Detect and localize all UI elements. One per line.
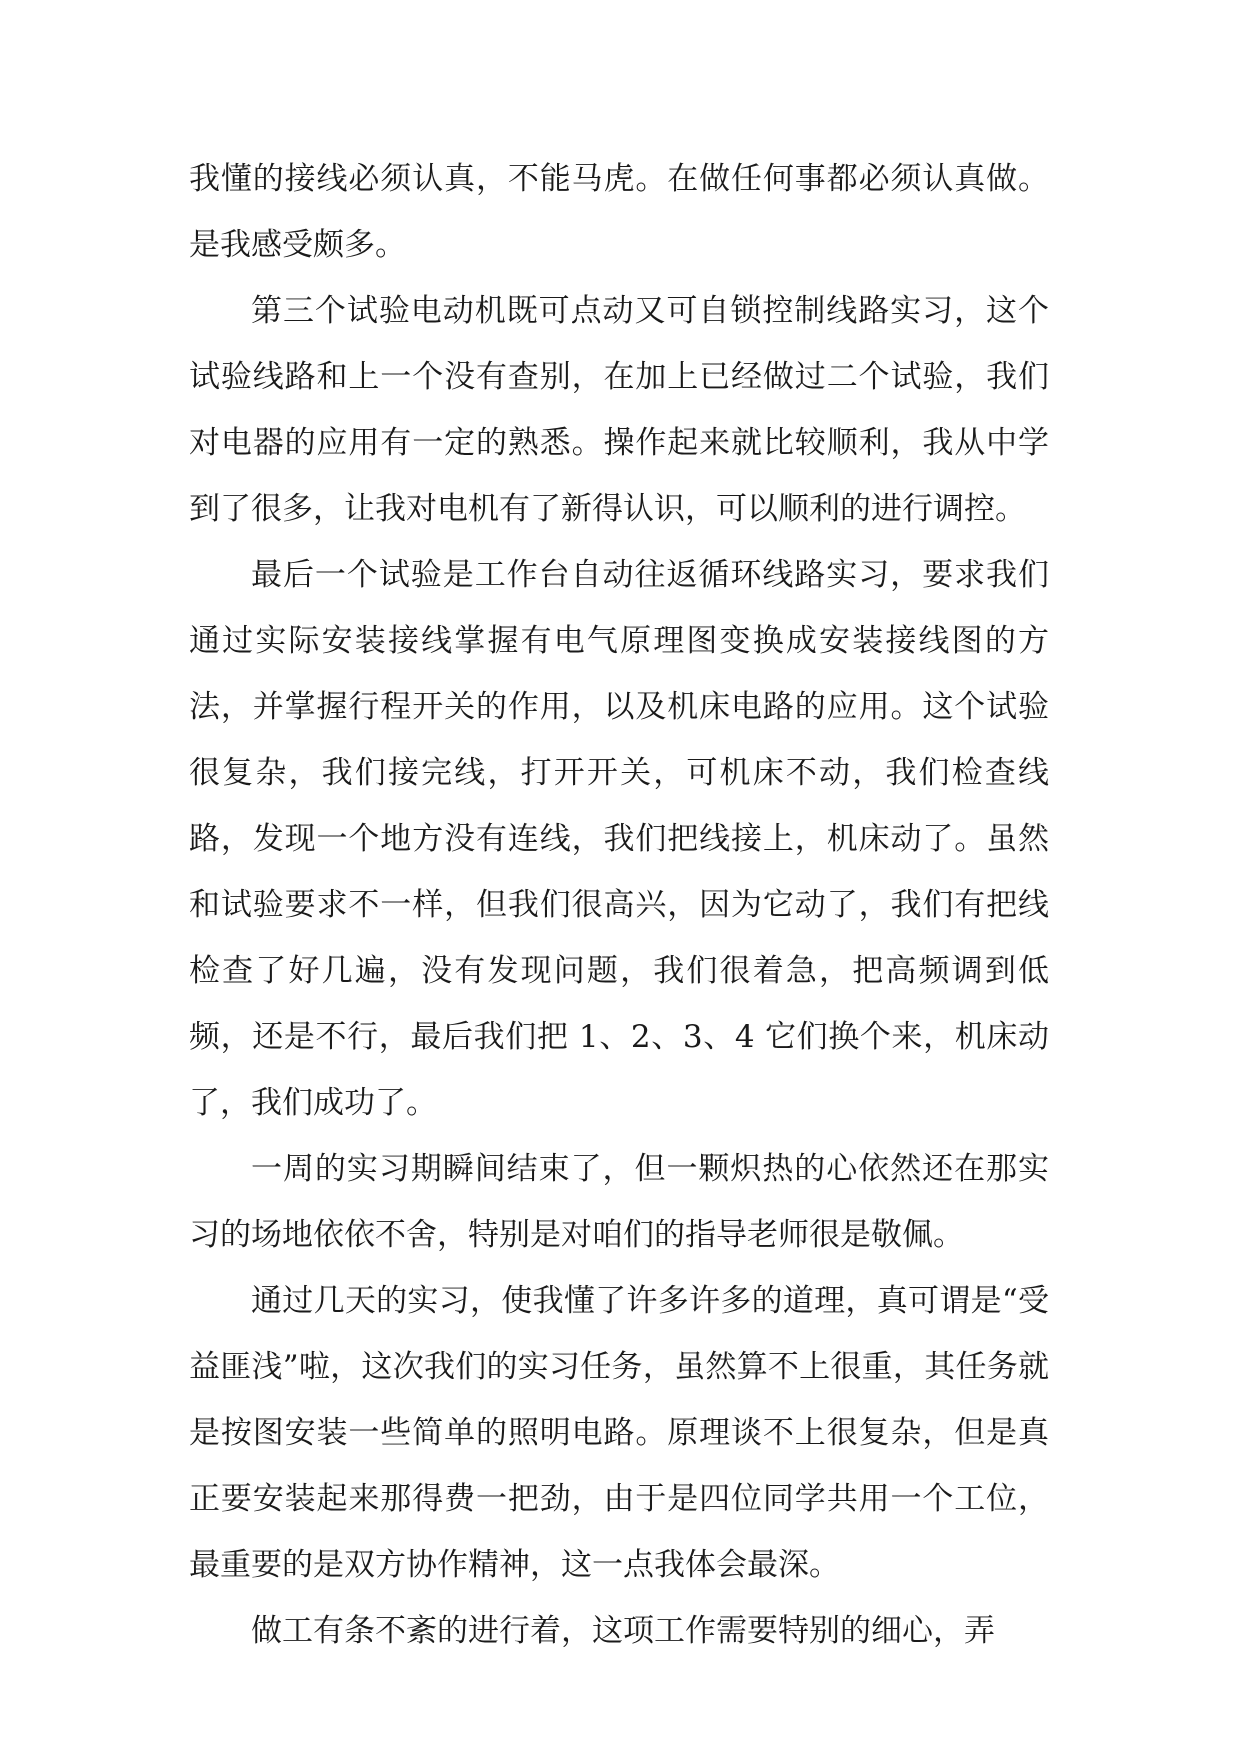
document-page [189,146,1049,1664]
paragraph-3: 最后一个试验是工作台自动往返循环线路实习，要求我们通过实际安装接线掌握有电气原理图变换成安装接线图的方法，并掌握行程开关的作用，以及机床电路的应用。这个试验很复杂，我们接完线，打开开关，可机床不动，我们检查线路，发现一个地方没有连线，我们把线接上，机床动了。虽然和试验要求不一样，但我们很高兴，因为它动了，我们有把线检查了好几遍，没有发现问题，我们很着急，把高频调到低频，还是不行，最后我们把 1、2、3、4 它们换个来，机床动了，我们成功了。 [189,557,1049,1121]
paragraph-2: 第三个试验电动机既可点动又可自锁控制线路实习，这个试验线路和上一个没有查别，在加上已经做过二个试验，我们对电器的应用有一定的熟悉。操作起来就比较顺利，我从中学到了很多，让我对电机有了新得认识，可以顺利的进行调控。 [189,293,1049,527]
paragraph-5: 通过几天的实习，使我懂了许多许多的道理，真可谓是“受益匪浅”啦，这次我们的实习任务，虽然算不上很重，其任务就是按图安装一些简单的照明电路。原理谈不上很复杂，但是真正要安装起来那得费一把劲，由于是四位同学共用一个工位，最重要的是双方协作精神，这一点我体会最深。 [189,1283,1049,1583]
paragraph-1: 我懂的接线必须认真，不能马虎。在做任何事都必须认真做。是我感受颇多。 [189,161,1049,263]
paragraph-4: 一周的实习期瞬间结束了，但一颗炽热的心依然还在那实习的场地依依不舍，特别是对咱们的指导老师很是敬佩。 [189,1151,1049,1253]
paragraph-6: 做工有条不紊的进行着，这项工作需要特别的细心，弄 [251,1613,995,1649]
